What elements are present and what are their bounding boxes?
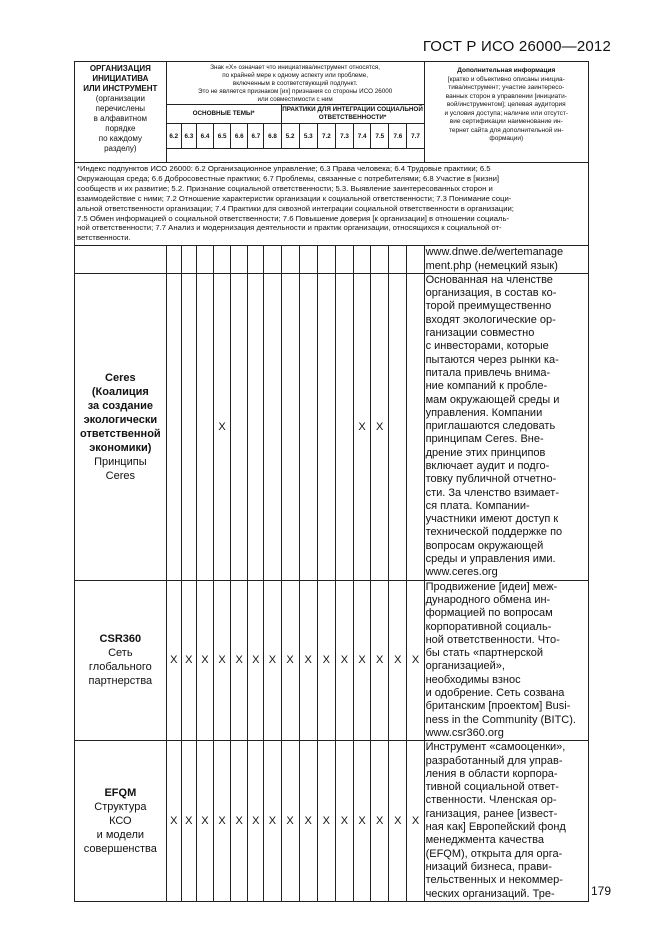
- clause-column-header: 7.4: [354, 124, 371, 149]
- mark-cell: X: [166, 741, 181, 902]
- clause-column-header: 6.2: [166, 124, 181, 149]
- clause-index-footnote: [75, 163, 589, 246]
- info-line: тельственных и некоммер-: [425, 874, 563, 887]
- org-desc-line: глобального: [88, 661, 152, 674]
- mark-cell: [407, 273, 424, 580]
- mark-cell: [166, 273, 181, 580]
- clause-column-header: 6.8: [264, 124, 281, 149]
- info-line: www.ceres.org: [425, 566, 498, 579]
- mark-cell: [248, 246, 264, 274]
- org-name-cell: [75, 580, 167, 741]
- mark-cell: X: [214, 273, 231, 580]
- mark-cell: X: [214, 741, 231, 902]
- mark-cell: X: [248, 580, 264, 741]
- mark-cell: [196, 273, 213, 580]
- info-header-note-line: вие сертификации наименование ин-: [449, 118, 563, 125]
- info-line: участники имеют доступ к: [425, 513, 559, 526]
- info-cell: [424, 273, 588, 580]
- org-name-line: EFQM: [104, 787, 137, 800]
- info-line: разработанный для управ-: [425, 754, 563, 767]
- info-header-title: Дополнительная информация: [457, 67, 556, 74]
- footnote-line: ной ответственности; 7.7 Анализ и модернизация деятельности и практик организации, относящихся к социальной от-: [77, 223, 502, 233]
- mark-cell: X: [264, 741, 281, 902]
- info-line: www.csr360.org: [425, 726, 504, 739]
- mark-cell: X: [231, 741, 248, 902]
- mark-cell: X: [196, 580, 213, 741]
- info-header-note-line: формации): [489, 135, 524, 142]
- mark-cell: X: [371, 741, 389, 902]
- info-line: товку публичной отчетно-: [425, 473, 557, 486]
- org-desc-line: КСО: [109, 815, 132, 828]
- info-line: менеджмента качества: [425, 834, 544, 847]
- info-line: www.dnwe.de/wertemanage: [425, 246, 564, 259]
- info-line: входят экологические ор-: [425, 313, 556, 326]
- clause-column-header: 7.7: [407, 124, 424, 149]
- mark-cell: [281, 246, 299, 274]
- mark-cell: X: [181, 580, 196, 741]
- org-name-cell: [75, 273, 167, 580]
- mark-cell: X: [264, 580, 281, 741]
- legend-line: Знак «Х» означает что инициатива/инструмент относятся,: [210, 64, 381, 71]
- info-column-header: [424, 62, 588, 163]
- initiatives-table: [74, 61, 589, 902]
- org-header-note-line: (организации: [95, 94, 145, 103]
- info-line: Основанная на членстве: [425, 273, 553, 286]
- info-header-note-line: и условия доступа; наличие или отсутст-: [444, 109, 569, 117]
- info-line: технической поддержке по: [425, 526, 563, 539]
- org-desc-line: Сеть: [108, 647, 133, 660]
- info-line: корпоративной социаль-: [425, 620, 552, 633]
- mark-cell: X: [299, 741, 317, 902]
- info-header-note-line: [кратко и объективно описаны инициа-: [447, 75, 565, 83]
- mark-cell: [264, 273, 281, 580]
- org-name-line: за создание: [87, 399, 153, 412]
- mark-cell: X: [389, 741, 407, 902]
- info-line: организация, в состав ко-: [425, 287, 557, 300]
- clause-column-header: 7.5: [371, 124, 389, 149]
- mark-cell: X: [166, 580, 181, 741]
- mark-cell: [354, 246, 371, 274]
- mark-cell: [231, 273, 248, 580]
- org-name-line: ответственной: [80, 427, 161, 440]
- footnote-line: взаимодействие с ними; 7.2 Отношение характеристик организации к социальной ответственности; 7.3 Понимание соци-: [77, 193, 512, 203]
- mark-cell: X: [281, 580, 299, 741]
- org-desc-line: Структура: [94, 801, 147, 814]
- mark-cell: [335, 246, 353, 274]
- mark-cell: X: [335, 580, 353, 741]
- org-header-note-line: порядке: [105, 124, 136, 133]
- info-line: с инвесторами, которые: [425, 340, 549, 353]
- footnote-line: 7.5 Обмен информацией о социальной ответственности; 7.6 Повышение доверия [к организации] в отношении социаль-: [77, 213, 510, 223]
- mark-cell: X: [371, 580, 389, 741]
- mark-cell: X: [335, 741, 353, 902]
- info-line: ганизации совместно: [425, 327, 535, 340]
- mark-cell: [317, 273, 335, 580]
- mark-cell: [335, 273, 353, 580]
- info-line: принципам Ceres. Вне-: [425, 433, 544, 446]
- table-row: [75, 741, 589, 902]
- mark-cell: [166, 246, 181, 274]
- mark-cell: [181, 273, 196, 580]
- mark-cell: X: [214, 580, 231, 741]
- footnote-line: *Индекс подпунктов ИСО 26000: 6.2 Организационное управление; 6.3 Права человека; 6.4 Трудовые практики; 6.5: [77, 164, 491, 173]
- info-line: ness in the Community (BITC).: [425, 713, 576, 726]
- legend-line: Это не является признаком [их] признания со стороны ИСО 26000: [197, 88, 393, 95]
- info-line: ment.php (немецкий язык): [425, 259, 558, 272]
- core-subjects-group-header: ОСНОВНЫЕ ТЕМЫ*: [166, 105, 281, 124]
- mark-cell: [248, 273, 264, 580]
- info-header-note-line: тива/инструмент; участие заинтересо-: [448, 84, 565, 91]
- info-cell: [424, 246, 588, 274]
- footnote-line: сообществ и их развитие; 5.2. Признание социальной ответственности; 5.3. Выявление заинтересованных сторон и: [77, 183, 493, 193]
- org-column-header: [75, 62, 167, 163]
- org-name-line: экологически: [83, 413, 158, 426]
- info-line: ся плата. Компании-: [425, 499, 530, 512]
- footnote-line: Окружающая среда; 6.6 Добросовестные практики; 6.7 Проблемы, связанные с потребителями; 6.8 Участие в [жизни]: [77, 173, 500, 183]
- clause-column-header: 6.3: [181, 124, 196, 149]
- mark-cell: [264, 246, 281, 274]
- info-line: низаций бизнеса, прави-: [425, 860, 552, 873]
- info-line: британским [проектом] Busi-: [425, 700, 571, 713]
- footnote-line: ветственности.: [77, 233, 131, 243]
- clause-column-header: 5.3: [299, 124, 317, 149]
- info-line: Продвижение [идеи] меж-: [425, 580, 558, 593]
- mark-cell: [407, 246, 424, 274]
- info-line: ственности. Членская ор-: [425, 794, 557, 807]
- legend-line: по крайней мере к одному аспекту или проблеме,: [222, 72, 369, 79]
- info-line: сти. За членство взимает-: [425, 486, 560, 499]
- info-line: тивной социальной ответ-: [425, 781, 559, 794]
- table-row: [75, 246, 589, 274]
- org-header-note-line: перечислены: [95, 104, 146, 113]
- mark-cell: [281, 273, 299, 580]
- mark-cell: X: [248, 741, 264, 902]
- info-line: (EFQM), открыта для орга-: [425, 847, 563, 860]
- info-cell: [424, 741, 588, 902]
- mark-cell: [389, 246, 407, 274]
- info-line: питала привлечь внима-: [425, 366, 551, 379]
- mark-cell: X: [299, 580, 317, 741]
- clause-column-header: 6.7: [248, 124, 264, 149]
- mark-legend: [166, 62, 424, 105]
- mark-cell: X: [231, 580, 248, 741]
- info-line: организацией»,: [425, 660, 505, 673]
- info-line: ления в области корпора-: [425, 767, 558, 780]
- org-name-line: (Коалиция: [91, 385, 149, 398]
- org-desc-line: и модели: [96, 829, 145, 842]
- org-name-cell: [75, 741, 167, 902]
- org-desc-line: совершенства: [83, 843, 157, 856]
- mark-cell: X: [354, 273, 371, 580]
- mark-cell: [299, 246, 317, 274]
- info-line: ной ответственности. Что-: [425, 633, 560, 646]
- mark-cell: X: [181, 741, 196, 902]
- mark-cell: X: [407, 580, 424, 741]
- org-desc-line: партнерства: [88, 675, 153, 688]
- page-header-standard: ГОСТ Р ИСО 26000—2012: [422, 38, 611, 55]
- mark-cell: [214, 246, 231, 274]
- info-line: ние компаний к пробле-: [425, 380, 548, 393]
- info-line: мам окружающей среды и: [425, 393, 560, 406]
- info-header-note-line: вой/инструментом]; целевая аудитория: [446, 101, 566, 108]
- info-line: формацией по вопросам: [425, 607, 553, 620]
- mark-cell: [231, 246, 248, 274]
- mark-cell: [371, 246, 389, 274]
- org-desc-line: Принципы: [94, 455, 147, 468]
- org-name-cell: [75, 246, 167, 274]
- info-line: и одобрение. Сеть созвана: [425, 687, 565, 700]
- org-header-note-line: в алфавитном: [93, 114, 148, 123]
- org-name-line: CSR360: [99, 633, 142, 646]
- clause-column-header: 6.6: [231, 124, 248, 149]
- clause-column-header: 6.5: [214, 124, 231, 149]
- org-header-title-line: ОРГАНИЗАЦИЯ: [89, 64, 151, 73]
- info-line: ганизация, ранее [извест-: [425, 807, 558, 820]
- clause-column-header: 5.2: [281, 124, 299, 149]
- table-row: [75, 273, 589, 580]
- info-line: дрение этих принципов: [425, 446, 546, 459]
- mark-cell: [181, 246, 196, 274]
- org-header-note-line: по каждому: [98, 134, 142, 143]
- mark-cell: [317, 246, 335, 274]
- mark-cell: X: [354, 580, 371, 741]
- info-line: среды и управления ими.: [425, 553, 556, 566]
- clause-column-header: 7.2: [317, 124, 335, 149]
- org-header-note-line: разделу): [104, 144, 137, 153]
- info-line: вопросам окружающей: [425, 539, 544, 552]
- info-line: Инструмент «самооценки»,: [425, 741, 566, 754]
- mark-cell: [196, 246, 213, 274]
- integration-practices-group-header: ПРАКТИКИ ДЛЯ ИНТЕГРАЦИИ СОЦИАЛЬНОЙ ОТВЕТСТВЕННОСТИ*: [281, 105, 424, 124]
- info-line: дународного обмена ин-: [425, 593, 551, 606]
- info-line: торой преимущественно: [425, 300, 552, 313]
- mark-cell: X: [389, 580, 407, 741]
- mark-cell: X: [407, 741, 424, 902]
- info-line: ческих организаций. Тре-: [425, 887, 555, 900]
- org-desc-line: Ceres: [105, 469, 136, 482]
- info-header-note-line: ванных сторон в управлении [инициати-: [445, 92, 567, 100]
- clause-column-header: 7.3: [335, 124, 353, 149]
- legend-line: или совместимости с ним: [257, 96, 333, 103]
- mark-cell: X: [281, 741, 299, 902]
- footnote-line: альной ответственности организации; 7.4 Практики для сквозной интеграции социальной ответственности в организации;: [77, 203, 514, 213]
- info-line: ная как] Европейский фонд: [425, 821, 566, 834]
- mark-cell: [299, 273, 317, 580]
- info-line: управления. Компании: [425, 406, 543, 419]
- info-header-note-line: тернет сайта для дополнительной ин-: [449, 126, 564, 134]
- org-name-line: Ceres: [105, 371, 136, 384]
- info-line: приглашаются следовать: [425, 420, 556, 433]
- info-line: необходимы взнос: [425, 673, 521, 686]
- info-line: пытаются через рынки ка-: [425, 353, 559, 366]
- org-name-line: экономики): [89, 441, 152, 454]
- clause-column-header: 6.4: [196, 124, 213, 149]
- table-row: [75, 580, 589, 741]
- mark-cell: X: [196, 741, 213, 902]
- info-cell: [424, 580, 588, 741]
- mark-cell: X: [371, 273, 389, 580]
- info-line: включает аудит и подго-: [425, 460, 550, 472]
- clause-column-header: 7.6: [389, 124, 407, 149]
- page-number: 179: [590, 884, 611, 898]
- mark-cell: X: [317, 580, 335, 741]
- mark-cell: X: [317, 741, 335, 902]
- legend-line: включенным в соответствующий подпункт.: [232, 80, 358, 87]
- mark-cell: X: [354, 741, 371, 902]
- org-header-title-line: ИЛИ ИНСТРУМЕНТ: [83, 84, 158, 93]
- mark-cell: [389, 273, 407, 580]
- info-line: бы стать «партнерской: [425, 647, 544, 660]
- org-header-title-line: ИНИЦИАТИВА: [92, 74, 149, 83]
